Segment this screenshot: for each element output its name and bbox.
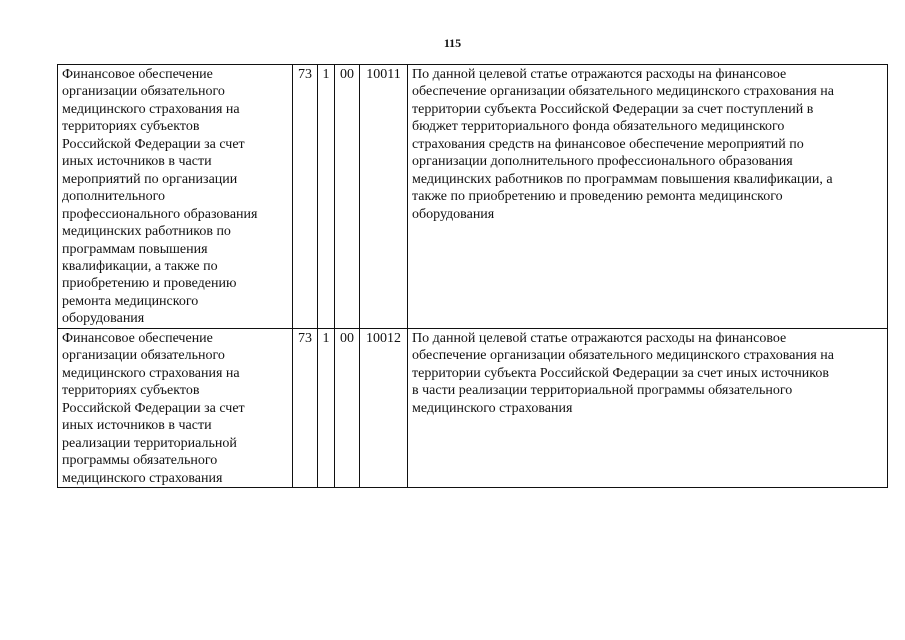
direction-code-cell: 10012 <box>360 329 408 488</box>
description-text: По данной целевой статье отражаются расходы на финансовое обеспечение организации обязательного медицинского страхования на территории субъекта Российской Федерации за счет поступлений в бюджет территориального фонда обязательного медицинского страхования средств на финансовое обеспечение мероприятий по организации дополнительного профессионального образования медицинских работников по программам повышения квалификации, а также по приобретению и проведению ремонта медицинского оборудования <box>412 67 835 222</box>
program-code-cell: 73 <box>293 65 318 329</box>
description-text: По данной целевой статье отражаются расходы на финансовое обеспечение организации обязательного медицинского страхования на территории субъекта Российской Федерации за счет иных источников в части реализации территориальной программы обязательного медицинского страхования <box>412 331 835 416</box>
table-row <box>58 329 888 488</box>
subprogram-code-cell: 1 <box>318 329 335 488</box>
program-code-cell: 73 <box>293 329 318 488</box>
subprogram-code-cell: 1 <box>318 65 335 329</box>
expense-name-cell <box>58 329 293 488</box>
description-cell <box>408 329 888 488</box>
table-row <box>58 65 888 329</box>
budget-classification-table <box>57 64 888 488</box>
description-cell <box>408 65 888 329</box>
expense-name-cell <box>58 65 293 329</box>
expense-name: Финансовое обеспечение организации обязательного медицинского страхования на территориях субъектов Российской Федерации за счет иных источников в части реализации территориальной программы обязательного медицинского страхования <box>62 331 245 486</box>
expense-name: Финансовое обеспечение организации обязательного медицинского страхования на территориях субъектов Российской Федерации за счет иных источников в части мероприятий по организации дополнительного профессионального образования медицинских работников по программам повышения квалификации, а также по приобретению и проведению ремонта медицинского оборудования <box>62 67 258 327</box>
direction-code-cell: 10011 <box>360 65 408 329</box>
page-number: 115 <box>443 36 462 50</box>
main-event-code-cell: 00 <box>335 329 360 488</box>
main-event-code-cell: 00 <box>335 65 360 329</box>
